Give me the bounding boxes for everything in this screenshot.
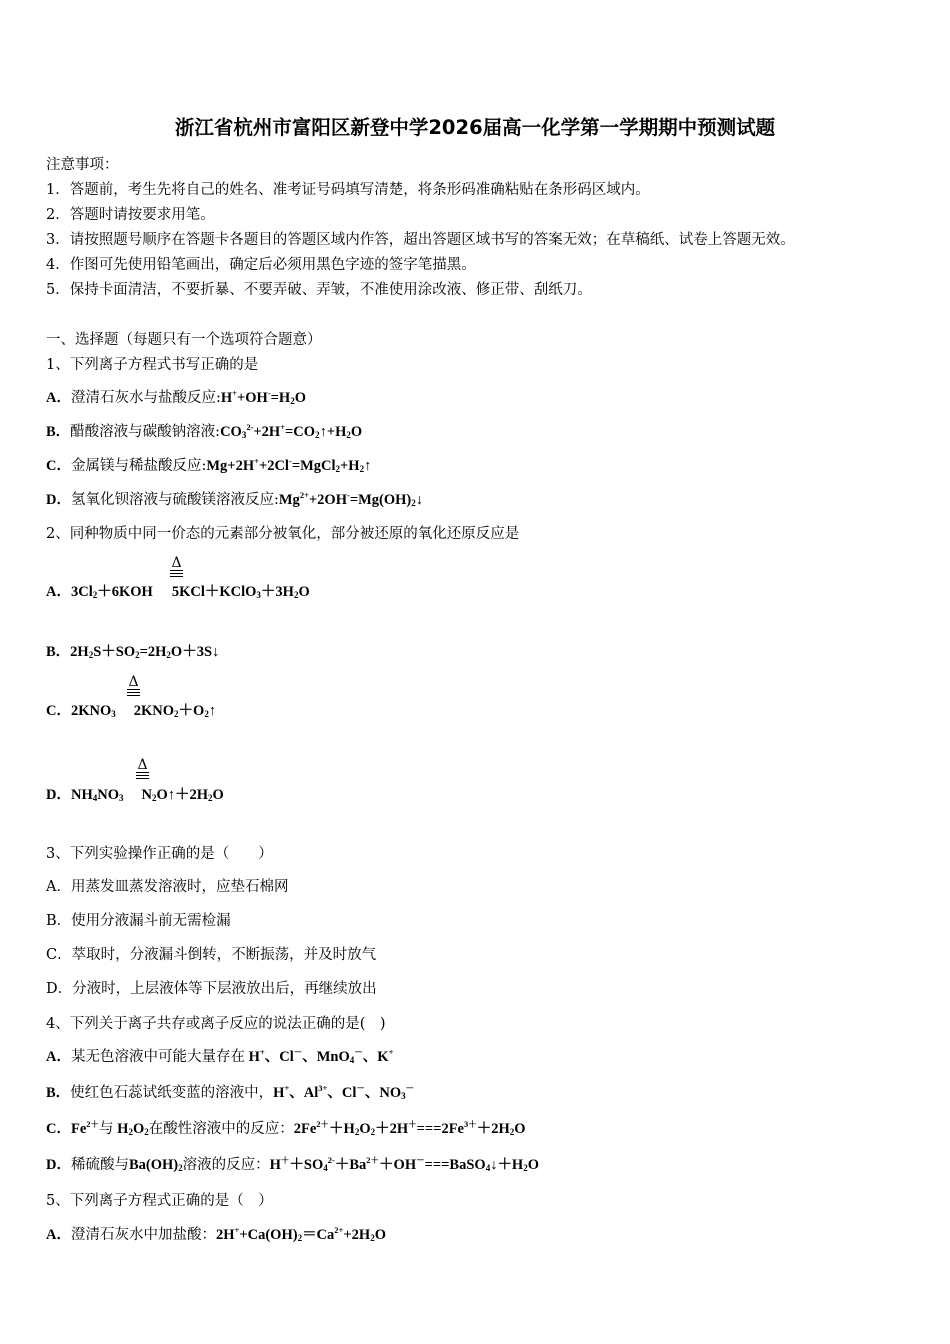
q1-option-a: A．澄清石灰水与盐酸反应$:H^++OH^-=H_2O$ bbox=[46, 388, 306, 406]
note-item: 5．保持卡面清洁，不要折暴、不要弄破、弄皱，不准使用涂改液、修正带、刮纸刀。 bbox=[46, 282, 592, 298]
q4-option-b: B．使红色石蕊试纸变蓝的溶液中，H+、$Al^{3+}$、Cl－、$NO_3^-$ bbox=[46, 1083, 415, 1101]
heating-condition: Δ bbox=[127, 675, 140, 696]
q3-option-c: C．萃取时，分液漏斗倒转，不断振荡，并及时放气 bbox=[46, 947, 377, 963]
q4-option-c: C．$Fe^{2+}$与 $H_2O_2$在酸性溶液中的反应：$2Fe^{2+}+H_2O_2+2H^+===2Fe^{3+}+2H_2O$ bbox=[46, 1119, 526, 1137]
heating-condition: Δ bbox=[136, 758, 149, 779]
q2-option-a: A．$3Cl_2+6KOH$ $5KCl+KClO_3+3H_2O$ bbox=[46, 584, 310, 600]
q2-option-d: D．$NH_4NO_3$ $N_2O↑+2H_2O$ bbox=[46, 787, 224, 803]
q2-option-c: C．$2KNO_3$ $2KNO_2+O_2↑$ bbox=[46, 703, 217, 719]
heating-condition: Δ bbox=[170, 556, 183, 577]
q3-option-b: B．使用分液漏斗前无需检漏 bbox=[46, 913, 231, 929]
q4-option-a: A．某无色溶液中可能大量存在 H+、Cl－、MnO$_4$－、K+ bbox=[46, 1047, 394, 1065]
q5-stem: 5、下列离子方程式正确的是（ ） bbox=[46, 1193, 273, 1209]
q3-stem: 3、下列实验操作正确的是（ ） bbox=[46, 846, 273, 862]
q1-option-b: B．醋酸溶液与碳酸钠溶液$:CO_3^{2-}+2H^+=CO_2↑+H_2O$ bbox=[46, 422, 363, 440]
notes-heading: 注意事项： bbox=[46, 157, 119, 173]
q5-option-a: A．澄清石灰水中加盐酸：$2H^++Ca(OH)_2=Ca^{2+}+2H_2O$ bbox=[46, 1225, 386, 1243]
note-item: 4．作图可先使用铅笔画出，确定后必须用黑色字迹的签字笔描黑。 bbox=[46, 257, 476, 273]
page-title: 浙江省杭州市富阳区新登中学2026届高一化学第一学期期中预测试题 bbox=[174, 116, 776, 139]
note-item: 2．答题时请按要求用笔。 bbox=[46, 207, 215, 223]
q2-option-b: B．$2H_2S+SO_2=2H_2O+3S↓$ bbox=[46, 644, 220, 660]
note-item: 3．请按照题号顺序在答题卡各题目的答题区域内作答，超出答题区域书写的答案无效；在草稿纸、试卷上答题无效。 bbox=[46, 232, 795, 248]
section-heading: 一、选择题（每题只有一个选项符合题意） bbox=[46, 332, 322, 348]
q4-stem: 4、下列关于离子共存或离子反应的说法正确的是( ) bbox=[46, 1016, 386, 1032]
q4-option-d: D．稀硫酸与$Ba(OH)_2$溶液的反应：$H^++SO_4^{2-}+Ba^{2+}+OH^-===BaSO_4↓+H_2O$ bbox=[46, 1155, 539, 1173]
q3-option-a: A．用蒸发皿蒸发溶液时，应垫石棉网 bbox=[46, 879, 289, 895]
q3-option-d: D．分液时，上层液体等下层液放出后，再继续放出 bbox=[46, 981, 377, 997]
q1-option-d: D．氢氧化钡溶液与硫酸镁溶液反应$:Mg^{2+}+2OH^-=Mg(OH)_2↓$ bbox=[46, 490, 423, 508]
q1-stem: 1、下列离子方程式书写正确的是 bbox=[46, 357, 259, 373]
note-item: 1．答题前，考生先将自己的姓名、准考证号码填写清楚，将条形码准确粘贴在条形码区域内。 bbox=[46, 182, 650, 198]
q2-stem: 2、同种物质中同一价态的元素部分被氧化，部分被还原的氧化还原反应是 bbox=[46, 526, 520, 542]
q1-option-c: C．金属镁与稀盐酸反应$:Mg+2H^++2Cl^-=MgCl_2+H_2↑$ bbox=[46, 456, 372, 474]
